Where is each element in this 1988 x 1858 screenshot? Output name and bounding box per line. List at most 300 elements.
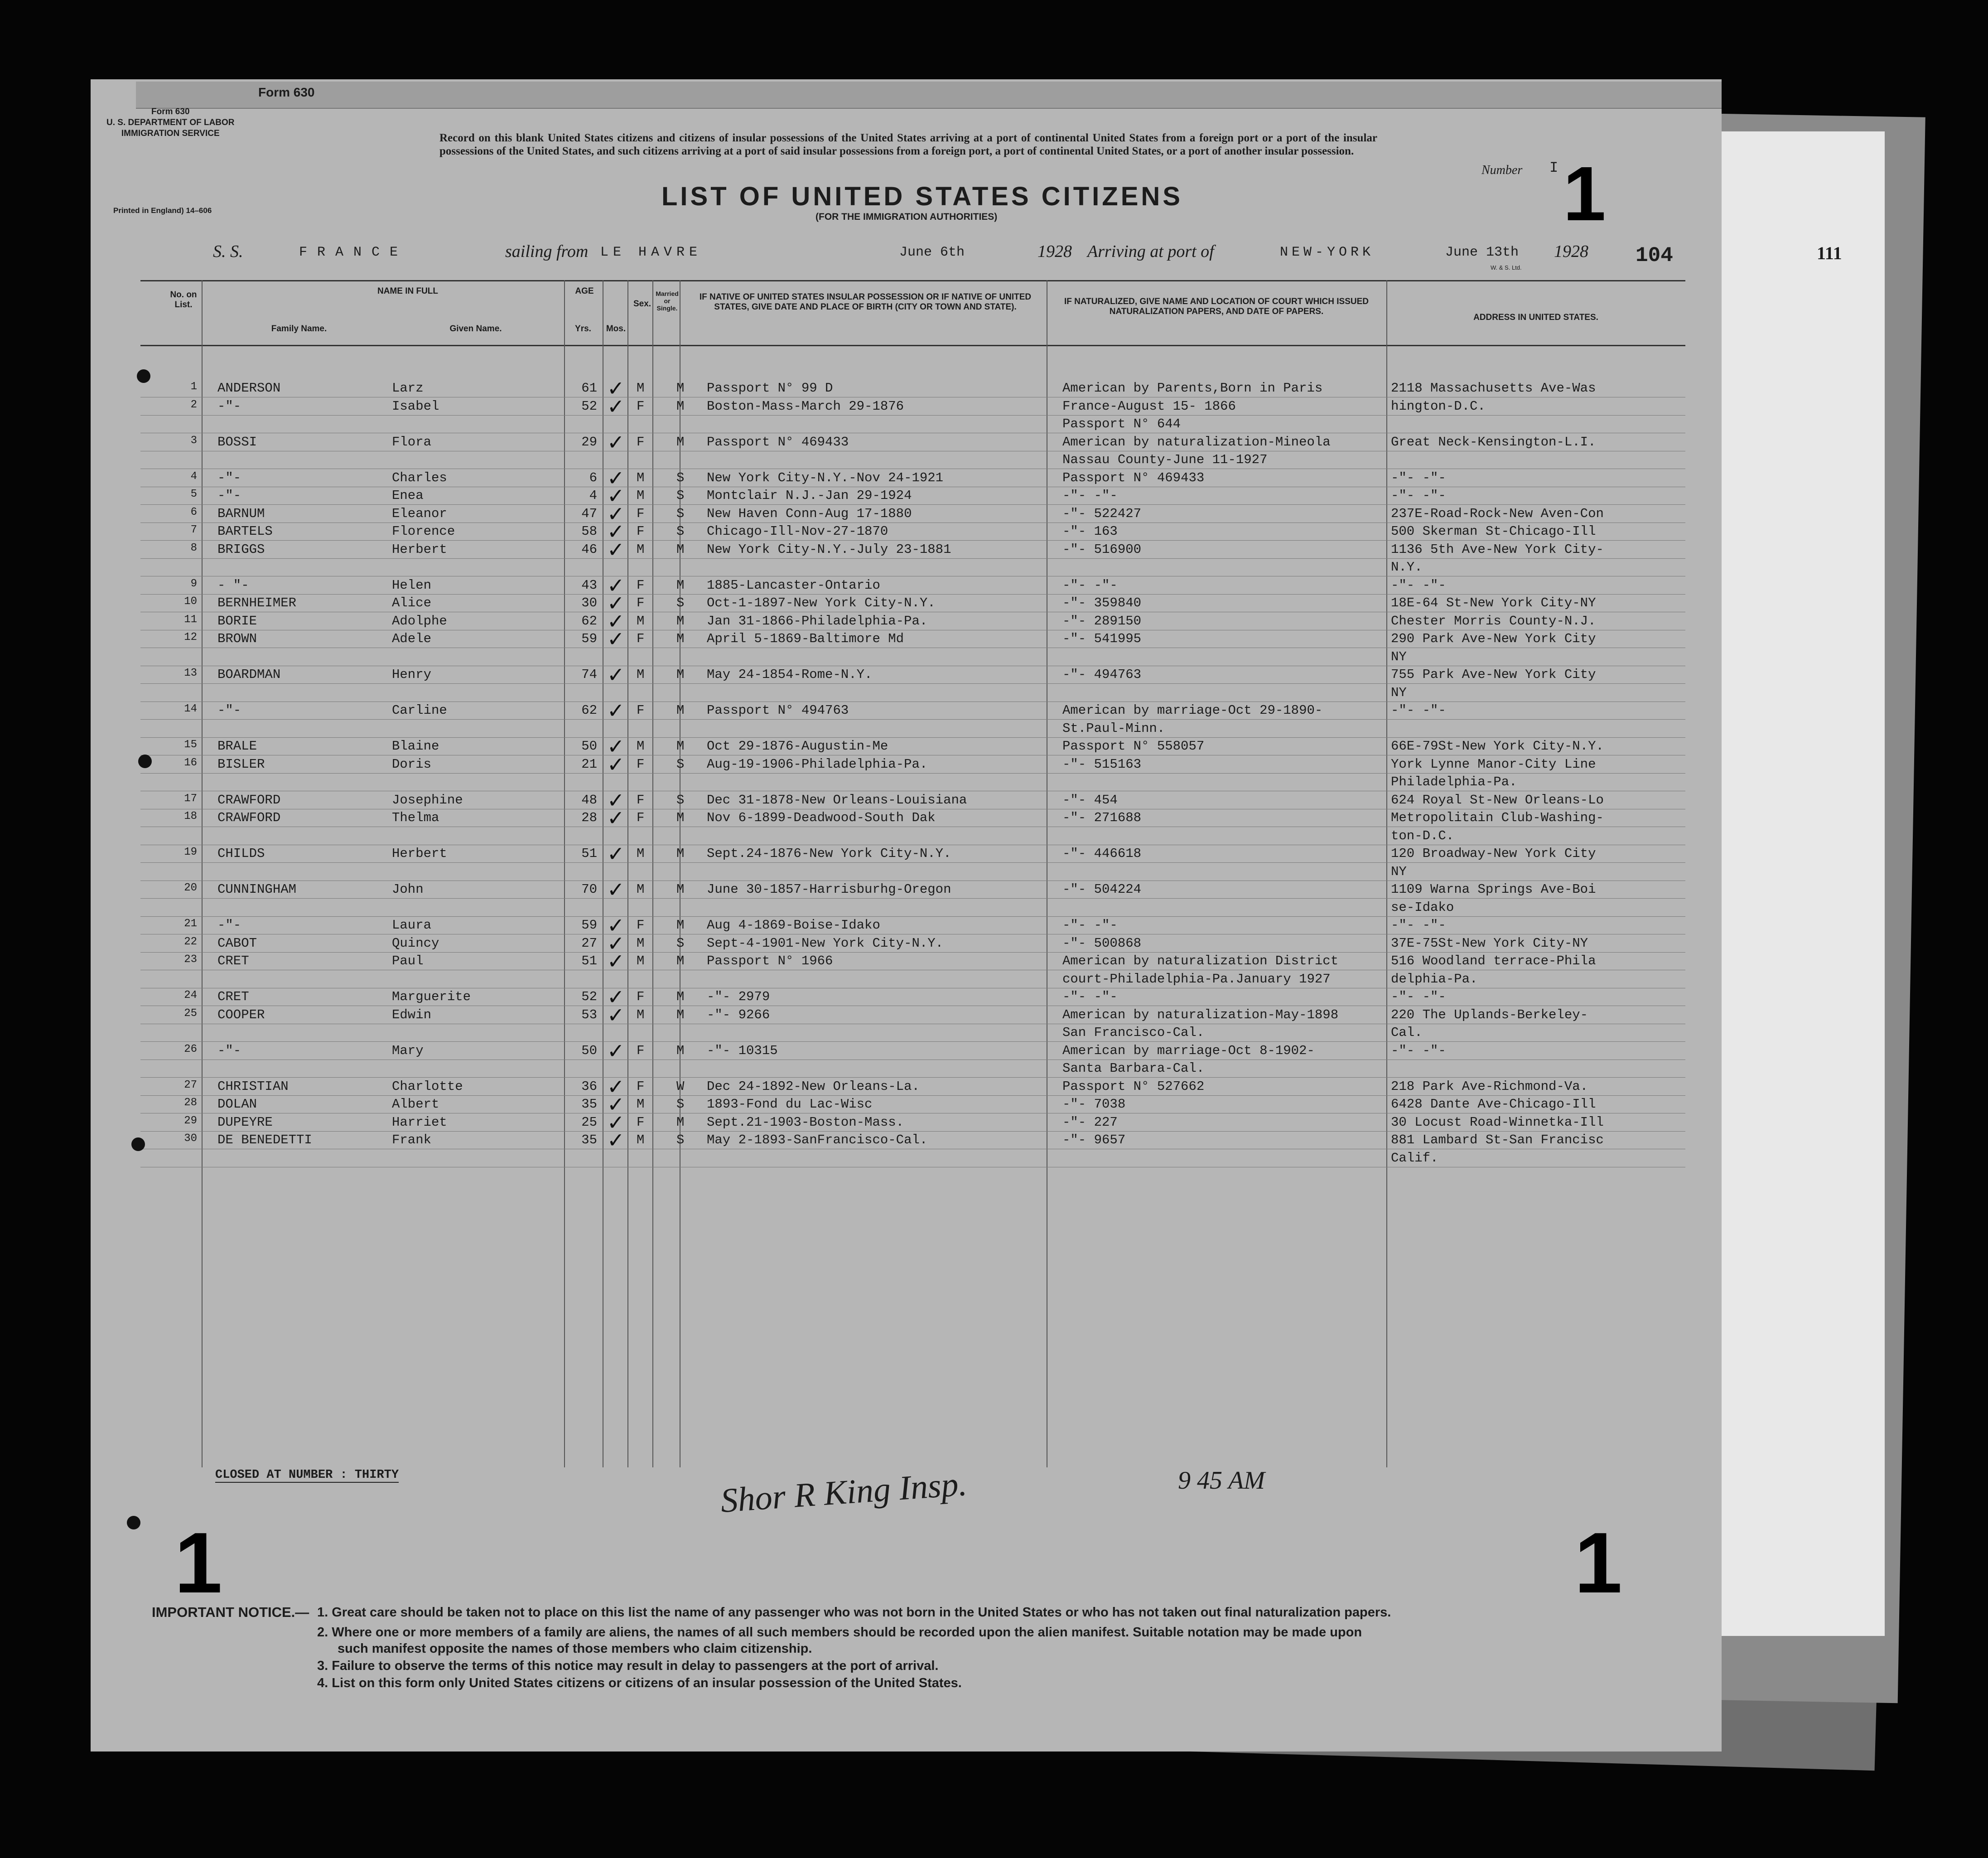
row-rule	[140, 916, 1685, 917]
check-mark-icon: ✓	[607, 519, 625, 544]
sailing-date: June 6th	[899, 245, 965, 260]
birth-info: Passport N° 469433	[707, 434, 849, 450]
us-address: Calif.	[1391, 1150, 1438, 1166]
us-address: -"- -"-	[1391, 470, 1446, 485]
row-number: 6	[190, 506, 197, 518]
check-mark-icon: ✓	[607, 394, 625, 419]
birth-info: New York City-N.Y.-Nov 24-1921	[707, 470, 944, 485]
naturalization-info: American by Parents,Born in Paris	[1062, 381, 1323, 396]
birth-info: Passport N° 1966	[707, 953, 833, 968]
naturalization-info: -"- 516900	[1062, 542, 1142, 557]
check-mark-icon: ✓	[607, 1074, 625, 1099]
row-number: 10	[184, 595, 197, 608]
family-name: BARTELS	[217, 524, 273, 539]
ss-label: S. S.	[213, 242, 243, 261]
family-name: CHILDS	[217, 846, 265, 861]
us-address: NY	[1391, 864, 1407, 879]
check-mark-icon: ✓	[607, 788, 625, 813]
us-address: 624 Royal St-New Orleans-Lo	[1391, 792, 1604, 808]
column-divider	[202, 280, 203, 1467]
us-address: Philadelphia-Pa.	[1391, 774, 1517, 789]
sex: F	[637, 918, 645, 933]
row-rule	[140, 862, 1685, 863]
birth-info: Aug-19-1906-Philadelphia-Pa.	[707, 756, 928, 772]
header-number: No. on List.	[170, 290, 197, 310]
given-name: Larz	[392, 381, 424, 396]
us-address: delphia-Pa.	[1391, 971, 1478, 987]
naturalization-info: -"- 500868	[1062, 935, 1142, 951]
list-number-mark: 1	[174, 1515, 222, 1611]
row-number: 12	[184, 631, 197, 644]
birth-info: New York City-N.Y.-July 23-1881	[707, 542, 951, 557]
row-rule	[140, 898, 1685, 899]
marital-status: S	[676, 524, 685, 539]
check-mark-icon: ✓	[607, 698, 625, 723]
marital-status: M	[676, 631, 685, 646]
us-address: -"- -"-	[1391, 989, 1446, 1004]
naturalization-info: -"- -"-	[1062, 577, 1118, 593]
row-number: 30	[184, 1132, 197, 1145]
us-address: 500 Skerman St-Chicago-Ill	[1391, 524, 1596, 539]
form-number-box	[106, 106, 235, 139]
form-box-line: IMMIGRATION SERVICE	[121, 129, 220, 138]
us-address: Chester Morris County-N.J.	[1391, 613, 1596, 629]
sex: M	[637, 882, 645, 897]
family-name: -"-	[217, 488, 241, 503]
printer-note: W. & S. Ltd.	[1491, 264, 1522, 271]
age-years: 36	[581, 1079, 597, 1094]
us-address: 66E-79St-New York City-N.Y.	[1391, 739, 1604, 754]
birth-info: June 30-1857-Harrisburhg-Oregon	[707, 882, 951, 897]
family-name: -"-	[217, 918, 241, 933]
row-number: 11	[184, 613, 197, 626]
birth-info: Passport N° 99 D	[707, 381, 833, 396]
row-rule	[140, 719, 1685, 720]
row-rule	[140, 504, 1685, 505]
naturalization-info: -"- 7038	[1062, 1097, 1126, 1112]
family-name: DOLAN	[217, 1097, 257, 1112]
family-name: -"-	[217, 703, 241, 718]
age-years: 48	[581, 792, 597, 808]
naturalization-info: court-Philadelphia-Pa.January 1927	[1062, 971, 1331, 987]
age-years: 51	[581, 846, 597, 861]
age-years: 50	[581, 739, 597, 754]
family-name: CRET	[217, 953, 249, 968]
naturalization-info: Passport N° 558057	[1062, 739, 1205, 754]
age-years: 27	[581, 935, 597, 951]
family-name: BERNHEIMER	[217, 595, 297, 610]
check-mark-icon: ✓	[607, 1002, 625, 1027]
birth-info: -"- 10315	[707, 1043, 778, 1058]
naturalization-info: American by naturalization-May-1898	[1062, 1007, 1339, 1022]
age-years: 52	[581, 989, 597, 1004]
naturalization-info: American by marriage-Oct 29-1890-	[1062, 703, 1323, 718]
age-years: 35	[581, 1097, 597, 1112]
row-number: 2	[190, 398, 197, 411]
sex: M	[637, 1007, 645, 1022]
header-given-name: Given Name.	[449, 324, 502, 334]
given-name: Edwin	[392, 1007, 432, 1022]
us-address: 881 Lambard St-San Francisc	[1391, 1132, 1604, 1147]
naturalization-info: -"- 163	[1062, 524, 1118, 539]
birth-info: May 24-1854-Rome-N.Y.	[707, 667, 873, 682]
sex: M	[637, 542, 645, 557]
header-birth: IF NATIVE OF UNITED STATES INSULAR POSSESSION OR IF NATIVE OF UNITED STATES, GIVE DATE AND PLACE OF BIRTH (CITY OR TOWN AND STATE).	[699, 292, 1032, 312]
marital-status: S	[676, 470, 685, 485]
us-address: 218 Park Ave-Richmond-Va.	[1391, 1079, 1588, 1094]
birth-info: 1885-Lancaster-Ontario	[707, 577, 880, 593]
list-number-mark: 1	[1563, 151, 1606, 237]
sex: M	[637, 1132, 645, 1147]
row-number: 8	[190, 542, 197, 554]
marital-status: S	[676, 756, 685, 772]
inspector-signature: Shor R King Insp.	[719, 1465, 968, 1520]
row-number: 1	[190, 381, 197, 393]
naturalization-info: -"- 9657	[1062, 1132, 1126, 1147]
given-name: Helen	[392, 577, 432, 593]
birth-info: -"- 2979	[707, 989, 770, 1004]
us-address: York Lynne Manor-City Line	[1391, 756, 1596, 772]
header-family-name: Family Name.	[271, 324, 327, 334]
given-name: Herbert	[392, 542, 447, 557]
naturalization-info: Passport N° 469433	[1062, 470, 1205, 485]
notice-item: 4. List on this form only United States citizens or citizens of an insular possession of the United States.	[317, 1676, 962, 1690]
binder-hole	[131, 1137, 145, 1151]
row-number: 19	[184, 846, 197, 858]
column-divider	[627, 280, 628, 1467]
sailing-from-label: sailing from	[505, 242, 589, 261]
age-years: 6	[589, 470, 597, 485]
check-mark-icon: ✓	[607, 985, 625, 1009]
naturalization-info: American by naturalization-Mineola	[1062, 434, 1331, 450]
row-number: 9	[190, 577, 197, 590]
sheet-stamp-number: 104	[1636, 244, 1673, 267]
naturalization-info: -"- -"-	[1062, 918, 1118, 933]
naturalization-info: -"- 227	[1062, 1114, 1118, 1130]
family-name: COOPER	[217, 1007, 265, 1022]
row-rule	[140, 594, 1685, 595]
age-years: 59	[581, 631, 597, 646]
marital-status: S	[676, 595, 685, 610]
family-name: - "-	[217, 577, 249, 593]
naturalization-info: Passport N° 527662	[1062, 1079, 1205, 1094]
age-years: 47	[581, 506, 597, 521]
sex: F	[637, 631, 645, 646]
row-rule	[140, 1095, 1685, 1096]
sex: M	[637, 1097, 645, 1112]
marital-status: M	[676, 846, 685, 861]
family-name: DUPEYRE	[217, 1114, 273, 1130]
marital-status: M	[676, 989, 685, 1004]
check-mark-icon: ✓	[607, 752, 625, 777]
marital-status: M	[676, 739, 685, 754]
row-rule	[140, 558, 1685, 559]
check-mark-icon: ✓	[607, 877, 625, 902]
age-years: 28	[581, 810, 597, 825]
row-number: 14	[184, 703, 197, 715]
family-name: CUNNINGHAM	[217, 882, 297, 897]
given-name: Thelma	[392, 810, 439, 825]
sex: M	[637, 667, 645, 682]
family-name: -"-	[217, 470, 241, 485]
sex: F	[637, 1079, 645, 1094]
us-address: 6428 Dante Ave-Chicago-Ill	[1391, 1097, 1596, 1112]
sex: F	[637, 792, 645, 808]
marital-status: S	[676, 506, 685, 521]
given-name: Albert	[392, 1097, 439, 1112]
column-divider	[1386, 280, 1387, 1467]
marital-status: M	[676, 1007, 685, 1022]
birth-info: Sept.21-1903-Boston-Mass.	[707, 1114, 904, 1130]
row-number: 4	[190, 470, 197, 483]
naturalization-info: -"- 446618	[1062, 846, 1142, 861]
us-address: ton-D.C.	[1391, 828, 1454, 843]
given-name: Adolphe	[392, 613, 447, 629]
check-mark-icon: ✓	[607, 913, 625, 938]
notice-item: 3. Failure to observe the terms of this notice may result in delay to passengers at the port of arrival.	[317, 1659, 939, 1673]
naturalization-info: American by naturalization District	[1062, 953, 1339, 968]
sex: M	[637, 488, 645, 503]
us-address: 1109 Warna Springs Ave-Boi	[1391, 882, 1596, 897]
marital-status: M	[676, 918, 685, 933]
row-number: 29	[184, 1114, 197, 1127]
row-rule	[140, 415, 1685, 416]
sex: F	[637, 703, 645, 718]
naturalization-info: -"- -"-	[1062, 488, 1118, 503]
age-years: 62	[581, 703, 597, 718]
row-rule	[140, 540, 1685, 541]
given-name: Eleanor	[392, 506, 447, 521]
age-years: 53	[581, 1007, 597, 1022]
header-name-in-full: NAME IN FULL	[377, 286, 439, 296]
check-mark-icon: ✓	[607, 537, 625, 562]
age-years: 46	[581, 542, 597, 557]
row-number: 13	[184, 667, 197, 679]
sex: F	[637, 756, 645, 772]
form-box-line: U. S. DEPARTMENT OF LABOR	[106, 118, 235, 127]
us-address: 1136 5th Ave-New York City-	[1391, 542, 1604, 557]
given-name: Isabel	[392, 398, 439, 414]
number-value: I	[1549, 160, 1559, 176]
row-number: 23	[184, 953, 197, 966]
family-name: BORIE	[217, 613, 257, 629]
given-name: Laura	[392, 918, 432, 933]
naturalization-info: France-August 15- 1866	[1062, 398, 1236, 414]
notice-item: 1. Great care should be taken not to place on this list the name of any passenger who was not born in the United States or who has not taken out final naturalization papers.	[317, 1605, 1391, 1620]
sex: F	[637, 398, 645, 414]
us-address: -"- -"-	[1391, 577, 1446, 593]
naturalization-info: -"- 494763	[1062, 667, 1142, 682]
marital-status: M	[676, 882, 685, 897]
age-years: 51	[581, 953, 597, 968]
header-naturalization: IF NATURALIZED, GIVE NAME AND LOCATION OF COURT WHICH ISSUED NATURALIZATION PAPERS, AND DATE OF PAPERS.	[1064, 297, 1369, 316]
column-divider	[652, 280, 653, 1467]
given-name: Flora	[392, 434, 432, 450]
birth-info: Jan 31-1866-Philadelphia-Pa.	[707, 613, 928, 629]
binder-hole	[138, 755, 152, 768]
marital-status: M	[676, 542, 685, 557]
family-name: -"-	[217, 398, 241, 414]
row-number: 17	[184, 792, 197, 805]
record-instructions: Record on this blank United States citizens and citizens of insular possessions of the United States arriving at a port of continental United States from a foreign port or a port of the insular possessions of the United States, and such citizens arriving at a port of said insular possessions from a foreign port, a port of continental United States, or a port of another insular possession.	[439, 132, 1377, 157]
age-years: 61	[581, 381, 597, 396]
us-address: -"- -"-	[1391, 703, 1446, 718]
naturalization-info: San Francisco-Cal.	[1062, 1025, 1205, 1040]
sex: F	[637, 434, 645, 450]
arrival-date: June 13th	[1445, 245, 1519, 260]
ship-name: FRANCE	[299, 245, 408, 260]
form-box-line: Form 630	[151, 107, 190, 116]
us-address: Cal.	[1391, 1025, 1423, 1040]
given-name: Harriet	[392, 1114, 447, 1130]
sex: F	[637, 1114, 645, 1130]
row-number: 7	[190, 524, 197, 536]
age-years: 52	[581, 398, 597, 414]
row-number: 21	[184, 918, 197, 930]
us-address: se-Idako	[1391, 900, 1454, 915]
naturalization-info: -"- 515163	[1062, 756, 1142, 772]
header-years: Yrs.	[575, 324, 591, 334]
given-name: Mary	[392, 1043, 424, 1058]
naturalization-info: -"- -"-	[1062, 989, 1118, 1004]
departure-port: LE HAVRE	[600, 245, 702, 260]
given-name: Enea	[392, 488, 424, 503]
page-subtitle: (FOR THE IMMIGRATION AUTHORITIES)	[815, 212, 998, 222]
us-address: Metropolitain Club-Washing-	[1391, 810, 1604, 825]
marital-status: M	[676, 434, 685, 450]
naturalization-info: -"- 504224	[1062, 882, 1142, 897]
birth-info: Oct-1-1897-New York City-N.Y.	[707, 595, 936, 610]
list-number-mark: 1	[1574, 1515, 1622, 1611]
marital-status: M	[676, 577, 685, 593]
row-rule	[140, 773, 1685, 774]
sex: M	[637, 381, 645, 396]
age-years: 35	[581, 1132, 597, 1147]
check-mark-icon: ✓	[607, 484, 625, 508]
check-mark-icon: ✓	[607, 949, 625, 973]
family-name: BRALE	[217, 739, 257, 754]
row-number: 16	[184, 756, 197, 769]
sex: F	[637, 989, 645, 1004]
row-number: 20	[184, 882, 197, 894]
given-name: Alice	[392, 595, 432, 610]
check-mark-icon: ✓	[607, 931, 625, 956]
us-address: 290 Park Ave-New York City	[1391, 631, 1596, 646]
age-years: 59	[581, 918, 597, 933]
row-number: 28	[184, 1097, 197, 1109]
row-rule	[140, 683, 1685, 684]
us-address: Great Neck-Kensington-L.I.	[1391, 434, 1596, 450]
sex: M	[637, 470, 645, 485]
naturalization-info: Santa Barbara-Cal.	[1062, 1061, 1205, 1076]
notice-title: IMPORTANT NOTICE.—	[152, 1604, 309, 1620]
us-address: -"- -"-	[1391, 918, 1446, 933]
given-name: Charlotte	[392, 1079, 463, 1094]
check-mark-icon: ✓	[607, 376, 625, 401]
printed-note: Printed in England) 14–606	[113, 206, 212, 215]
given-name: Florence	[392, 524, 455, 539]
row-rule	[140, 1131, 1685, 1132]
check-mark-icon: ✓	[607, 1092, 625, 1117]
row-number: 26	[184, 1043, 197, 1055]
age-years: 50	[581, 1043, 597, 1058]
us-address: NY	[1391, 649, 1407, 664]
sex: F	[637, 524, 645, 539]
us-address: -"- -"-	[1391, 488, 1446, 503]
birth-info: Chicago-Ill-Nov-27-1870	[707, 524, 888, 539]
check-mark-icon: ✓	[607, 573, 625, 598]
marital-status: M	[676, 953, 685, 968]
birth-info: Aug 4-1869-Boise-Idako	[707, 918, 880, 933]
binder-hole	[137, 369, 150, 383]
marital-status: M	[676, 613, 685, 629]
us-address: 516 Woodland terrace-Phila	[1391, 953, 1596, 968]
us-address: 237E-Road-Rock-New Aven-Con	[1391, 506, 1604, 521]
us-address: -"- -"-	[1391, 1043, 1446, 1058]
row-number: 18	[184, 810, 197, 823]
family-name: BOSSI	[217, 434, 257, 450]
age-years: 29	[581, 434, 597, 450]
notice-item: such manifest opposite the names of those members who claim citizenship.	[338, 1641, 812, 1656]
sex: F	[637, 595, 645, 610]
birth-info: Dec 31-1878-New Orleans-Louisiana	[707, 792, 967, 808]
sex: M	[637, 953, 645, 968]
binder-hole	[127, 1516, 140, 1529]
sex: F	[637, 810, 645, 825]
age-years: 4	[589, 488, 597, 503]
age-years: 25	[581, 1114, 597, 1130]
age-years: 58	[581, 524, 597, 539]
given-name: Blaine	[392, 739, 439, 754]
age-years: 30	[581, 595, 597, 610]
given-name: Henry	[392, 667, 432, 682]
us-address: 755 Park Ave-New York City	[1391, 667, 1596, 682]
check-mark-icon: ✓	[607, 842, 625, 866]
marital-status: M	[676, 667, 685, 682]
given-name: John	[392, 882, 424, 897]
us-address: 37E-75St-New York City-NY	[1391, 935, 1588, 951]
family-name: CRAWFORD	[217, 810, 281, 825]
family-name: CRET	[217, 989, 249, 1004]
birth-info: New Haven Conn-Aug 17-1880	[707, 506, 912, 521]
family-name: BRIGGS	[217, 542, 265, 557]
marital-status: S	[676, 1097, 685, 1112]
page-title: LIST OF UNITED STATES CITIZENS	[661, 182, 1183, 211]
row-number: 3	[190, 434, 197, 447]
row-number: 27	[184, 1079, 197, 1091]
us-address: 220 The Uplands-Berkeley-	[1391, 1007, 1588, 1022]
header-months: Mos.	[606, 324, 626, 334]
us-address: hington-D.C.	[1391, 398, 1486, 414]
naturalization-info: -"- 541995	[1062, 631, 1142, 646]
marital-status: M	[676, 810, 685, 825]
check-mark-icon: ✓	[607, 591, 625, 615]
given-name: Marguerite	[392, 989, 471, 1004]
check-mark-icon: ✓	[607, 806, 625, 830]
check-mark-icon: ✓	[607, 465, 625, 490]
page-margin-strip	[1703, 131, 1885, 1636]
row-rule	[140, 737, 1685, 738]
check-mark-icon: ✓	[607, 430, 625, 455]
birth-info: Boston-Mass-March 29-1876	[707, 398, 904, 414]
check-mark-icon: ✓	[607, 1038, 625, 1063]
notice-item: 2. Where one or more members of a family are aliens, the names of all such members should be recorded upon the alien manifest. Suitable notation may be made upon	[317, 1625, 1362, 1640]
underlying-form-tab	[136, 82, 1722, 109]
check-mark-icon: ✓	[607, 501, 625, 526]
sailing-year: 1928	[1037, 242, 1072, 261]
margin-page-number: 111	[1817, 243, 1842, 263]
marital-status: M	[676, 381, 685, 396]
